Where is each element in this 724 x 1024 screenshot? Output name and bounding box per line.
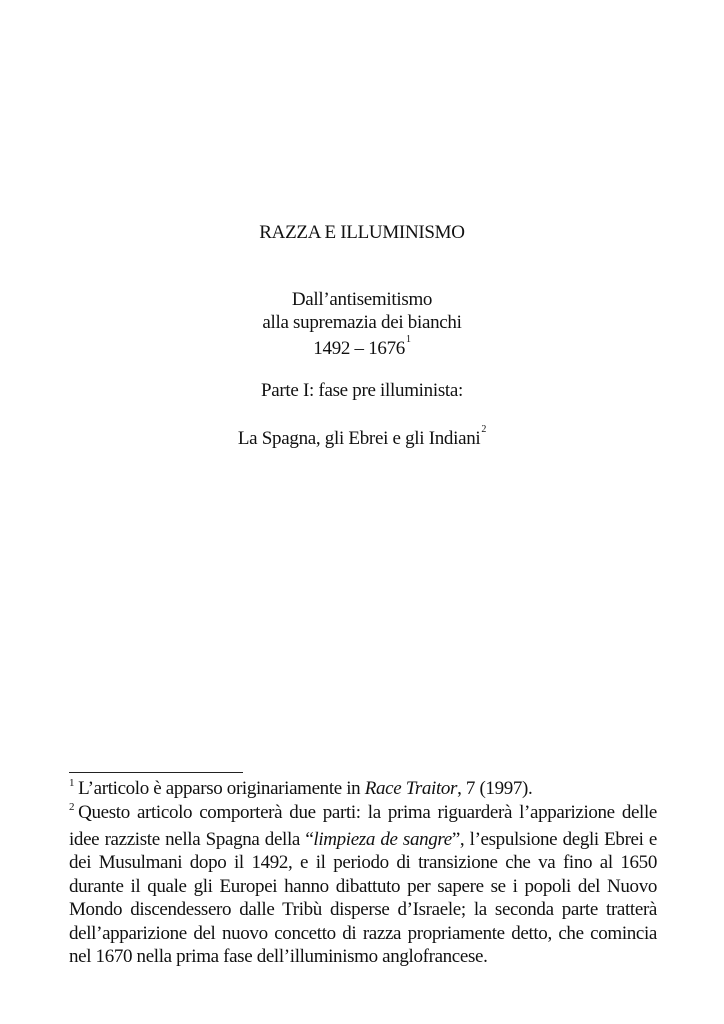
footnote-2-text-before: Questo articolo comporterà due parti: la prima riguarderà l’apparizione delle idee razziste nella Spagna della “ — [69, 802, 657, 850]
footnote-2-text-after: ”, l’espulsione degli Ebrei e dei Musulmani dopo il 1492, e il periodo di transizione che va fino al 1650 durante il quale gli Europei hanno dibattuto per sapere se i popoli del Nuovo Mondo discendessero dalle Tribù disperse d’Israele; la seconda parte tratterà dell’apparizione del nuovo concetto di razza propriamente detto, che comincia nel 1670 nella prima fase dell’illuminismo anglofrancese. — [69, 828, 657, 967]
footnote-ref-1: 1 — [406, 334, 411, 345]
footnote-1-text-before: L’articolo è apparso originariamente in — [78, 778, 365, 799]
footnote-2-italic: limpieza de sangre — [313, 828, 452, 850]
footnote-1-text-after: , 7 (1997). — [457, 778, 533, 799]
document-title: RAZZA E ILLUMINISMO — [259, 222, 465, 243]
footnote-separator — [69, 772, 243, 773]
subtitle-dates — [0, 334, 724, 363]
section-heading — [0, 424, 724, 453]
subtitle-dates-text: 1492 – 1676 — [313, 338, 405, 359]
part-heading: Parte I: fase pre illuminista: — [260, 380, 464, 401]
section-heading-text: La Spagna, gli Ebrei e gli Indiani — [237, 428, 481, 449]
footnote-2 — [69, 801, 657, 969]
subtitle-line-1: Dall’antisemitismo — [291, 289, 433, 310]
footnote-1-italic: Race Traitor — [364, 778, 458, 799]
footnote-1 — [69, 777, 657, 804]
footnote-1-number: 1 — [69, 777, 75, 789]
subtitle-line-2: alla supremazia dei bianchi — [262, 312, 462, 333]
footnote-ref-2: 2 — [481, 424, 487, 435]
footnote-2-number: 2 — [69, 801, 75, 813]
